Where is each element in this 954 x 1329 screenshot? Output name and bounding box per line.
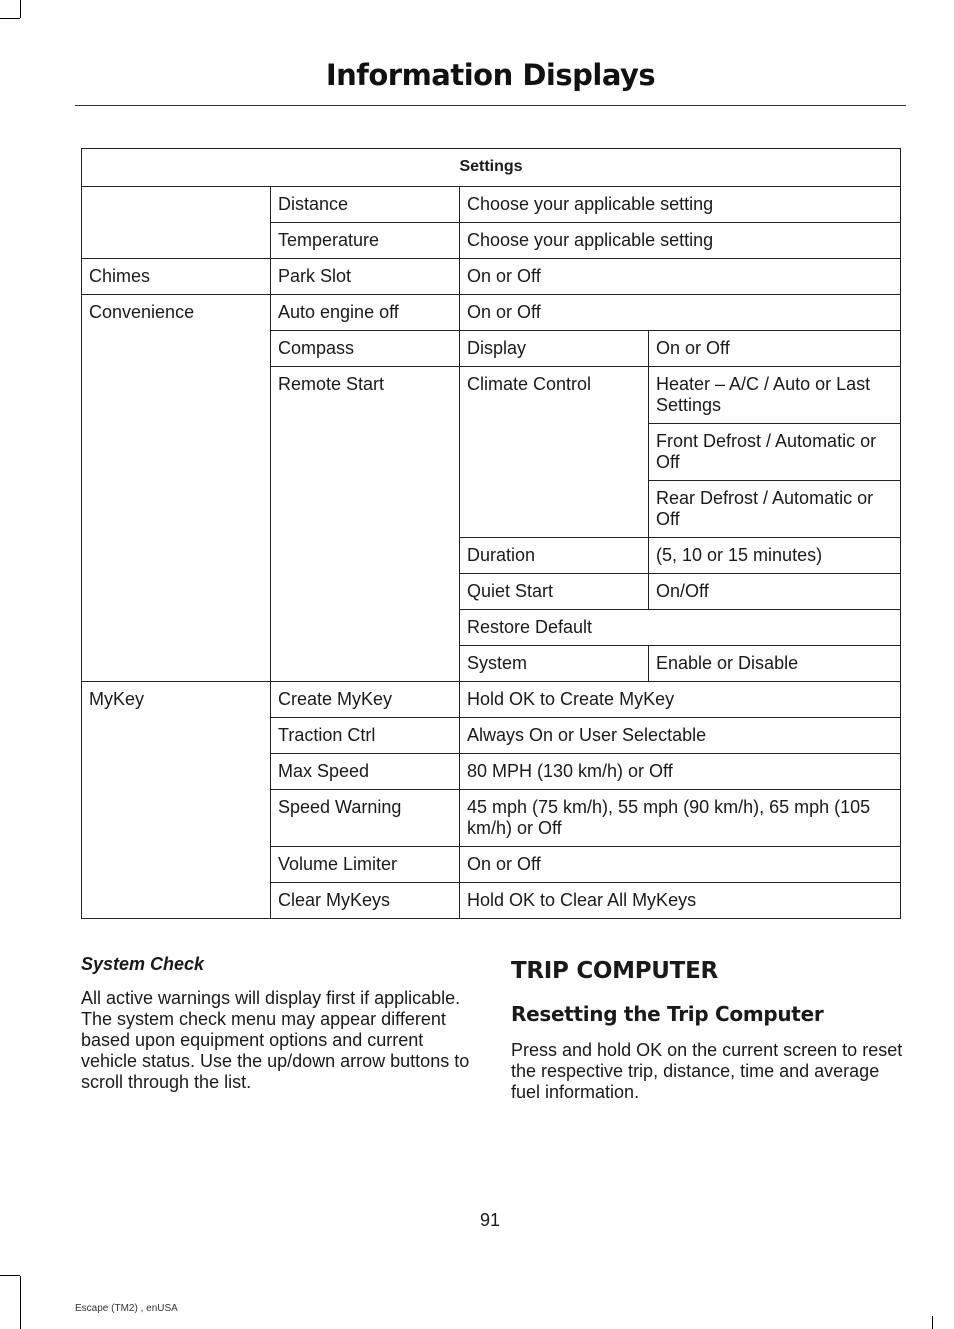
table-cell: Park Slot bbox=[271, 259, 460, 295]
table-heading: Settings bbox=[82, 149, 901, 187]
section-heading: TRIP COMPUTER bbox=[511, 958, 718, 984]
table-cell: Choose your applicable setting bbox=[460, 223, 901, 259]
table-cell: Quiet Start bbox=[460, 574, 649, 610]
table-cell: Front Defrost / Automatic or Off bbox=[649, 424, 901, 481]
table-cell: Clear MyKeys bbox=[271, 883, 460, 919]
table-cell: 45 mph (75 km/h), 55 mph (90 km/h), 65 mph (105 km/h) or Off bbox=[460, 790, 901, 847]
table-cell: On/Off bbox=[649, 574, 901, 610]
table-cell: Auto engine off bbox=[271, 295, 460, 331]
table-cell bbox=[82, 187, 271, 259]
table-cell: Hold OK to Create MyKey bbox=[460, 682, 901, 718]
crop-mark bbox=[20, 1276, 21, 1329]
table-cell: Always On or User Selectable bbox=[460, 718, 901, 754]
table-cell: Temperature bbox=[271, 223, 460, 259]
table-cell: Distance bbox=[271, 187, 460, 223]
table-cell: On or Off bbox=[460, 847, 901, 883]
table-cell: Remote Start bbox=[271, 367, 460, 682]
table-cell: (5, 10 or 15 minutes) bbox=[649, 538, 901, 574]
title-divider bbox=[75, 105, 906, 106]
page-number: 91 bbox=[479, 1210, 501, 1230]
table-row bbox=[82, 187, 901, 223]
table-cell: Convenience bbox=[82, 295, 271, 682]
table-header-row bbox=[82, 149, 901, 187]
table-cell: Restore Default bbox=[460, 610, 901, 646]
page-title: Information Displays bbox=[325, 58, 656, 92]
system-check-section bbox=[81, 954, 473, 1093]
table-cell: Create MyKey bbox=[271, 682, 460, 718]
table-cell: Volume Limiter bbox=[271, 847, 460, 883]
table-cell: MyKey bbox=[82, 682, 271, 919]
table-cell: System bbox=[460, 646, 649, 682]
table-cell: On or Off bbox=[460, 259, 901, 295]
table-cell: Compass bbox=[271, 331, 460, 367]
table-cell: 80 MPH (130 km/h) or Off bbox=[460, 754, 901, 790]
subsection-heading: Resetting the Trip Computer bbox=[511, 1002, 824, 1026]
table-cell: Speed Warning bbox=[271, 790, 460, 847]
body-text: All active warnings will display first if applicable. The system check menu may appear different based upon equipment options and current vehicle status. Use the up/down arrow buttons to scroll through the list. bbox=[81, 988, 470, 1092]
table-row bbox=[82, 259, 901, 295]
crop-mark bbox=[0, 18, 20, 19]
table-cell: Max Speed bbox=[271, 754, 460, 790]
table-row bbox=[82, 295, 901, 331]
table-cell: Enable or Disable bbox=[649, 646, 901, 682]
table-cell: Rear Defrost / Automatic or Off bbox=[649, 481, 901, 538]
table-cell: Chimes bbox=[82, 259, 271, 295]
table-cell: Hold OK to Clear All MyKeys bbox=[460, 883, 901, 919]
section-heading: System Check bbox=[81, 954, 205, 974]
crop-mark bbox=[932, 1316, 933, 1329]
body-text: Press and hold OK on the current screen to reset the respective trip, distance, time and average fuel information. bbox=[511, 1040, 903, 1102]
trip-computer-section bbox=[511, 958, 903, 1103]
table-cell: On or Off bbox=[460, 295, 901, 331]
footer-text: Escape (TM2) , enUSA bbox=[75, 1303, 178, 1314]
table-row bbox=[82, 682, 901, 718]
table-cell: Display bbox=[460, 331, 649, 367]
table-cell: Choose your applicable setting bbox=[460, 187, 901, 223]
table-cell: Traction Ctrl bbox=[271, 718, 460, 754]
crop-mark bbox=[20, 0, 21, 18]
settings-table bbox=[81, 148, 901, 919]
table-cell: On or Off bbox=[649, 331, 901, 367]
table-cell: Duration bbox=[460, 538, 649, 574]
table-cell: Heater – A/C / Auto or Last Settings bbox=[649, 367, 901, 424]
table-cell: Climate Control bbox=[460, 367, 649, 538]
crop-mark bbox=[0, 1275, 20, 1276]
